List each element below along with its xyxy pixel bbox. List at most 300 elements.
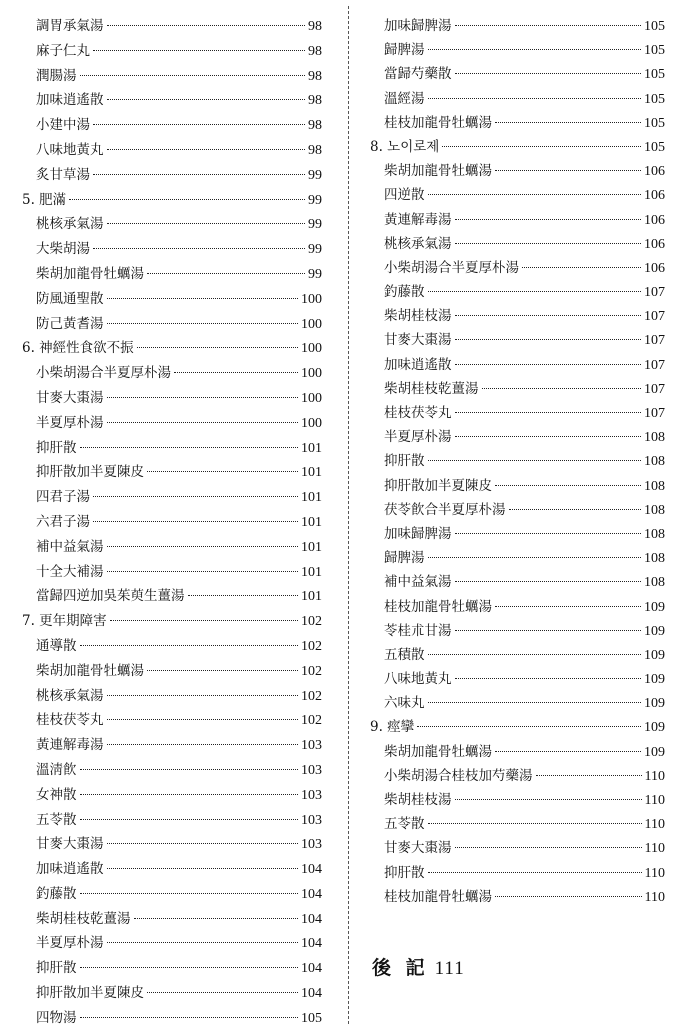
toc-entry-page: 107	[644, 406, 665, 421]
toc-entry-label: 柴胡加龍骨牡蠣湯	[384, 743, 492, 760]
dot-leader	[455, 533, 642, 534]
toc-entry	[22, 262, 322, 287]
toc-entry-page: 98	[308, 43, 322, 59]
toc-entry-label: 7. 更年期障害	[22, 613, 107, 630]
toc-entry-label: 柴胡桂枝湯	[384, 792, 452, 808]
toc-entry-label: 桂枝加龍骨牡蠣湯	[384, 598, 492, 615]
dot-leader	[80, 769, 299, 770]
toc-entry-label: 抑肝散加半夏陳皮	[384, 477, 492, 494]
dot-leader	[107, 571, 299, 572]
toc-entry-label: 加味逍遙散	[384, 356, 452, 373]
toc-entry-page: 99	[308, 266, 322, 282]
toc-entry	[370, 474, 665, 498]
dot-leader	[428, 654, 642, 655]
toc-entry	[22, 39, 322, 64]
toc-entry-page: 107	[644, 381, 665, 397]
toc-entry-label: 加味歸脾湯	[384, 18, 452, 34]
toc-entry	[370, 425, 665, 449]
toc-entry	[370, 38, 665, 62]
epilogue-entry	[372, 953, 465, 980]
dot-leader	[455, 243, 642, 244]
dot-leader	[455, 581, 642, 582]
toc-entry	[22, 1006, 322, 1031]
toc-entry	[22, 981, 322, 1006]
toc-entry-label: 五苓散	[36, 811, 77, 828]
toc-entry-label: 桃核承氣湯	[36, 216, 104, 233]
toc-entry-label: 四逆散	[384, 187, 425, 204]
toc-entry	[22, 535, 322, 560]
toc-entry-label: 抑肝散	[36, 960, 77, 977]
toc-entry-label: 女神散	[36, 786, 77, 803]
toc-entry-page: 105	[644, 43, 665, 59]
toc-entry-label: 潤腸湯	[36, 67, 77, 84]
toc-entry-label: 小柴胡湯合半夏厚朴湯	[384, 259, 519, 276]
toc-entry-page: 99	[308, 242, 322, 258]
dot-leader	[428, 460, 642, 461]
toc-entry-page: 107	[644, 285, 665, 301]
toc-entry	[370, 691, 665, 715]
toc-entry-page: 104	[301, 961, 322, 977]
dot-leader	[147, 992, 298, 993]
dot-leader	[107, 744, 299, 745]
toc-entry-label: 半夏厚朴湯	[384, 429, 452, 446]
dot-leader	[80, 645, 299, 646]
toc-entry-page: 100	[301, 341, 322, 357]
toc-entry-page: 101	[301, 539, 322, 555]
toc-entry-page: 102	[301, 638, 322, 654]
toc-entry-label: 桂枝加龍骨牡蠣湯	[384, 888, 492, 905]
toc-entry-label: 通導散	[36, 637, 77, 654]
toc-entry	[22, 659, 322, 684]
toc-section-heading	[22, 188, 322, 213]
toc-entry	[370, 546, 665, 570]
dot-leader	[107, 868, 299, 869]
toc-entry-page: 109	[644, 744, 665, 760]
toc-entry-label: 加味逍遙散	[36, 861, 104, 878]
toc-entry-page: 104	[301, 862, 322, 878]
dot-leader	[455, 799, 642, 800]
toc-entry-page: 106	[644, 212, 665, 228]
toc-entry-page: 106	[644, 164, 665, 180]
toc-entry-label: 溫淸飮	[36, 761, 77, 778]
toc-entry	[370, 208, 665, 232]
toc-entry-label: 加味逍遙散	[36, 92, 104, 109]
dot-leader	[80, 447, 299, 448]
toc-entry-page: 105	[301, 1010, 322, 1026]
dot-leader	[428, 194, 642, 195]
toc-entry	[370, 522, 665, 546]
toc-entry-page: 104	[301, 986, 322, 1002]
toc-entry	[370, 812, 665, 836]
toc-entry-label: 六君子湯	[36, 513, 90, 530]
toc-entry-page: 109	[644, 672, 665, 688]
right-toc-column	[370, 14, 665, 909]
toc-entry-page: 100	[301, 291, 322, 307]
toc-entry	[370, 619, 665, 643]
toc-entry	[22, 510, 322, 535]
toc-entry-label: 桃核承氣湯	[36, 687, 104, 704]
toc-entry-page: 102	[301, 614, 322, 630]
dot-leader	[455, 630, 642, 631]
toc-entry-label: 釣藤散	[36, 885, 77, 902]
toc-entry	[370, 595, 665, 619]
toc-entry	[370, 885, 665, 909]
toc-entry-page: 107	[644, 333, 665, 349]
toc-entry	[22, 832, 322, 857]
toc-entry	[370, 764, 665, 788]
toc-entry-label: 抑肝散	[36, 439, 77, 456]
toc-entry-label: 抑肝散加半夏陳皮	[36, 985, 144, 1002]
toc-entry-label: 調胃承氣湯	[36, 18, 104, 34]
dot-leader	[428, 872, 642, 873]
toc-entry-label: 四君子湯	[36, 489, 90, 506]
toc-entry-label: 小柴胡湯合桂枝加芍藥湯	[384, 767, 533, 784]
dot-leader	[536, 775, 642, 776]
toc-entry-label: 當歸四逆加吳茱萸生薑湯	[36, 588, 185, 605]
toc-entry-label: 甘麥大棗湯	[384, 332, 452, 349]
toc-entry-label: 炙甘草湯	[36, 166, 90, 183]
toc-entry	[22, 113, 322, 138]
dot-leader	[80, 1017, 299, 1018]
toc-entry-label: 半夏厚朴湯	[36, 935, 104, 952]
toc-entry	[370, 449, 665, 473]
dot-leader	[107, 422, 299, 423]
toc-entry	[22, 684, 322, 709]
toc-entry-label: 釣藤散	[384, 284, 425, 301]
dot-leader	[107, 99, 306, 100]
dot-leader	[455, 73, 642, 74]
toc-entry	[370, 62, 665, 86]
toc-entry	[22, 163, 322, 188]
dot-leader	[93, 174, 305, 175]
toc-entry-page: 108	[644, 454, 665, 470]
toc-entry-page: 101	[301, 465, 322, 481]
toc-entry-page: 105	[644, 139, 665, 155]
toc-entry-page: 108	[644, 526, 665, 542]
toc-entry-label: 桃核承氣湯	[384, 235, 452, 252]
dot-leader	[80, 819, 299, 820]
toc-entry-label: 溫經湯	[384, 90, 425, 107]
toc-entry-page: 110	[644, 841, 665, 857]
toc-entry-label: 甘麥大棗湯	[384, 840, 452, 857]
toc-entry	[22, 808, 322, 833]
toc-entry-page: 98	[308, 19, 322, 34]
dot-leader	[509, 509, 642, 510]
toc-entry	[370, 87, 665, 111]
toc-entry-label: 小柴胡湯合半夏厚朴湯	[36, 365, 171, 382]
toc-entry	[22, 312, 322, 337]
toc-entry-page: 106	[644, 260, 665, 276]
toc-entry-label: 桂枝茯苓丸	[384, 405, 452, 421]
toc-entry-page: 98	[308, 118, 322, 134]
toc-entry-label: 桂枝茯苓丸	[36, 712, 104, 729]
toc-entry-page: 105	[644, 115, 665, 131]
dot-leader	[147, 670, 298, 671]
toc-entry-label: 防己黃耆湯	[36, 315, 104, 332]
toc-entry	[22, 460, 322, 485]
toc-entry	[22, 758, 322, 783]
toc-entry	[370, 377, 665, 401]
dot-leader	[455, 339, 642, 340]
dot-leader	[455, 847, 642, 848]
toc-entry	[370, 280, 665, 304]
dot-leader	[93, 496, 298, 497]
toc-entry-label: 黃連解毒湯	[384, 211, 452, 228]
dot-leader	[455, 436, 642, 437]
dot-leader	[455, 219, 642, 220]
toc-entry-page: 103	[301, 738, 322, 754]
toc-entry-page: 109	[644, 696, 665, 712]
toc-entry-label: 麻子仁丸	[36, 42, 90, 59]
toc-entry-page: 101	[301, 514, 322, 530]
toc-entry	[22, 212, 322, 237]
dot-leader	[107, 397, 299, 398]
toc-entry-label: 補中益氣湯	[384, 574, 452, 591]
toc-entry-label: 5. 肥滿	[22, 191, 67, 208]
toc-entry	[22, 857, 322, 882]
toc-entry	[370, 232, 665, 256]
toc-entry-label: 十全大補湯	[36, 563, 104, 580]
toc-entry-page: 101	[301, 589, 322, 605]
toc-entry-page: 110	[644, 889, 665, 905]
dot-leader	[455, 315, 642, 316]
toc-entry	[22, 386, 322, 411]
toc-entry	[22, 14, 322, 39]
dot-leader	[147, 273, 305, 274]
dot-leader	[188, 595, 299, 596]
toc-entry	[370, 740, 665, 764]
dot-leader	[495, 122, 641, 123]
toc-entry-label: 八味地黃丸	[36, 141, 104, 158]
toc-entry-page: 110	[644, 865, 665, 881]
dot-leader	[495, 896, 642, 897]
toc-entry	[22, 634, 322, 659]
toc-entry-label: 六味丸	[384, 695, 425, 712]
dot-leader	[93, 124, 305, 125]
toc-entry	[22, 88, 322, 113]
toc-entry-page: 109	[644, 647, 665, 663]
toc-entry	[22, 436, 322, 461]
toc-entry-page: 100	[301, 316, 322, 332]
toc-entry-label: 歸脾湯	[384, 42, 425, 59]
toc-entry-page: 110	[644, 817, 665, 833]
toc-entry-page: 104	[301, 911, 322, 927]
toc-entry-label: 苓桂朮甘湯	[384, 622, 452, 639]
toc-entry-page: 98	[308, 93, 322, 109]
dot-leader	[80, 893, 299, 894]
dot-leader	[80, 794, 299, 795]
toc-entry	[22, 956, 322, 981]
toc-entry-label: 8. 노이로제	[370, 138, 440, 155]
toc-entry-page: 102	[301, 688, 322, 704]
toc-entry	[22, 708, 322, 733]
toc-entry-page: 101	[301, 564, 322, 580]
toc-entry	[370, 836, 665, 860]
dot-leader	[428, 823, 642, 824]
toc-entry-label: 防風通聖散	[36, 290, 104, 307]
toc-entry-page: 110	[644, 793, 665, 808]
dot-leader	[147, 471, 298, 472]
toc-section-heading	[370, 715, 665, 739]
dot-leader	[522, 267, 641, 268]
toc-entry-page: 108	[644, 478, 665, 494]
dot-leader	[80, 75, 306, 76]
dot-leader	[482, 388, 642, 389]
toc-entry	[22, 361, 322, 386]
toc-entry	[370, 183, 665, 207]
toc-entry-page: 109	[644, 599, 665, 615]
toc-entry-page: 99	[308, 167, 322, 183]
dot-leader	[455, 364, 642, 365]
dot-leader	[93, 521, 298, 522]
toc-entry-page: 103	[301, 762, 322, 778]
toc-entry-label: 五積散	[384, 646, 425, 663]
toc-entry	[370, 498, 665, 522]
dot-leader	[417, 726, 641, 727]
toc-entry	[370, 328, 665, 352]
toc-entry	[370, 14, 665, 38]
toc-entry-label: 柴胡加龍骨牡蠣湯	[36, 265, 144, 282]
toc-entry-label: 甘麥大棗湯	[36, 389, 104, 406]
dot-leader	[107, 843, 299, 844]
toc-entry-label: 加味歸脾湯	[384, 525, 452, 542]
column-divider	[348, 6, 349, 1024]
toc-entry-label: 柴胡桂枝湯	[384, 308, 452, 325]
toc-entry-page: 108	[644, 430, 665, 446]
toc-entry-page: 107	[644, 309, 665, 325]
toc-entry-page: 98	[308, 68, 322, 84]
toc-entry-label: 抑肝散	[384, 453, 425, 470]
toc-entry	[22, 411, 322, 436]
toc-entry-page: 106	[644, 188, 665, 204]
dot-leader	[455, 678, 642, 679]
dot-leader	[428, 291, 642, 292]
toc-entry-label: 當歸芍藥散	[384, 66, 452, 83]
dot-leader	[107, 25, 306, 26]
dot-leader	[495, 485, 641, 486]
toc-entry-page: 109	[644, 623, 665, 639]
dot-leader	[69, 199, 305, 200]
toc-entry	[370, 861, 665, 885]
dot-leader	[442, 146, 641, 147]
toc-entry-label: 五苓散	[384, 816, 425, 833]
toc-entry-page: 105	[644, 19, 665, 34]
toc-entry-label: 甘麥大棗湯	[36, 836, 104, 853]
toc-entry-label: 小建中湯	[36, 117, 90, 134]
toc-entry-label: 柴胡加龍骨牡蠣湯	[384, 163, 492, 180]
toc-entry	[22, 560, 322, 585]
toc-entry	[370, 401, 665, 425]
toc-entry-label: 柴胡加龍骨牡蠣湯	[36, 662, 144, 679]
toc-entry	[22, 907, 322, 932]
dot-leader	[495, 606, 641, 607]
toc-entry-page: 104	[301, 886, 322, 902]
toc-entry-page: 100	[301, 390, 322, 406]
toc-section-heading	[22, 336, 322, 361]
toc-entry-page: 99	[308, 217, 322, 233]
toc-entry-label: 半夏厚朴湯	[36, 414, 104, 431]
toc-entry	[22, 287, 322, 312]
toc-entry-page: 106	[644, 236, 665, 252]
toc-entry	[370, 159, 665, 183]
dot-leader	[174, 372, 298, 373]
toc-entry-page: 108	[644, 502, 665, 518]
toc-entry-page: 102	[301, 663, 322, 679]
dot-leader	[134, 918, 299, 919]
dot-leader	[107, 695, 299, 696]
toc-entry-label: 柴胡桂枝乾薑湯	[36, 910, 131, 927]
dot-leader	[107, 719, 299, 720]
dot-leader	[107, 149, 306, 150]
toc-entry-page: 105	[644, 67, 665, 83]
dot-leader	[455, 412, 642, 413]
dot-leader	[107, 942, 299, 943]
toc-entry-page: 104	[301, 936, 322, 952]
toc-entry-label: 黃連解毒湯	[36, 737, 104, 754]
dot-leader	[110, 620, 298, 621]
dot-leader	[428, 98, 642, 99]
toc-entry	[22, 64, 322, 89]
toc-entry-label: 6. 神經性食欲不振	[22, 340, 134, 357]
toc-entry	[370, 570, 665, 594]
toc-entry	[370, 304, 665, 328]
toc-entry	[22, 733, 322, 758]
toc-section-heading	[22, 609, 322, 634]
epilogue-label: 後 記	[372, 957, 429, 979]
toc-entry-page: 98	[308, 142, 322, 158]
toc-section-heading	[370, 135, 665, 159]
toc-entry	[22, 237, 322, 262]
toc-entry	[370, 256, 665, 280]
toc-entry-label: 抑肝散	[384, 864, 425, 881]
toc-entry-page: 102	[301, 713, 322, 729]
toc-entry-label: 大柴胡湯	[36, 241, 90, 258]
toc-entry-page: 103	[301, 787, 322, 803]
dot-leader	[137, 347, 298, 348]
toc-entry-page: 101	[301, 440, 322, 456]
toc-entry-page: 103	[301, 812, 322, 828]
toc-entry	[370, 353, 665, 377]
toc-entry-label: 茯苓飮合半夏厚朴湯	[384, 501, 506, 518]
toc-entry-page: 99	[308, 192, 322, 208]
dot-leader	[428, 702, 642, 703]
dot-leader	[428, 557, 642, 558]
toc-entry-label: 八味地黃丸	[384, 671, 452, 688]
toc-entry-page: 108	[644, 575, 665, 591]
toc-entry-label: 桂枝加龍骨牡蠣湯	[384, 114, 492, 131]
left-toc-column	[22, 14, 322, 1031]
toc-entry-page: 100	[301, 415, 322, 431]
toc-entry-label: 抑肝散加半夏陳皮	[36, 464, 144, 481]
toc-entry	[22, 485, 322, 510]
toc-entry	[22, 584, 322, 609]
dot-leader	[93, 248, 305, 249]
toc-entry	[370, 667, 665, 691]
dot-leader	[107, 223, 306, 224]
toc-entry-page: 107	[644, 357, 665, 373]
toc-entry-label: 補中益氣湯	[36, 538, 104, 555]
dot-leader	[495, 751, 641, 752]
toc-entry	[370, 643, 665, 667]
dot-leader	[455, 25, 642, 26]
toc-entry-page: 109	[644, 720, 665, 736]
toc-entry-label: 柴胡桂枝乾薑湯	[384, 380, 479, 397]
dot-leader	[495, 170, 641, 171]
dot-leader	[93, 50, 305, 51]
toc-entry-label: 四物湯	[36, 1009, 77, 1026]
toc-entry	[22, 931, 322, 956]
epilogue-page: 111	[434, 958, 465, 979]
